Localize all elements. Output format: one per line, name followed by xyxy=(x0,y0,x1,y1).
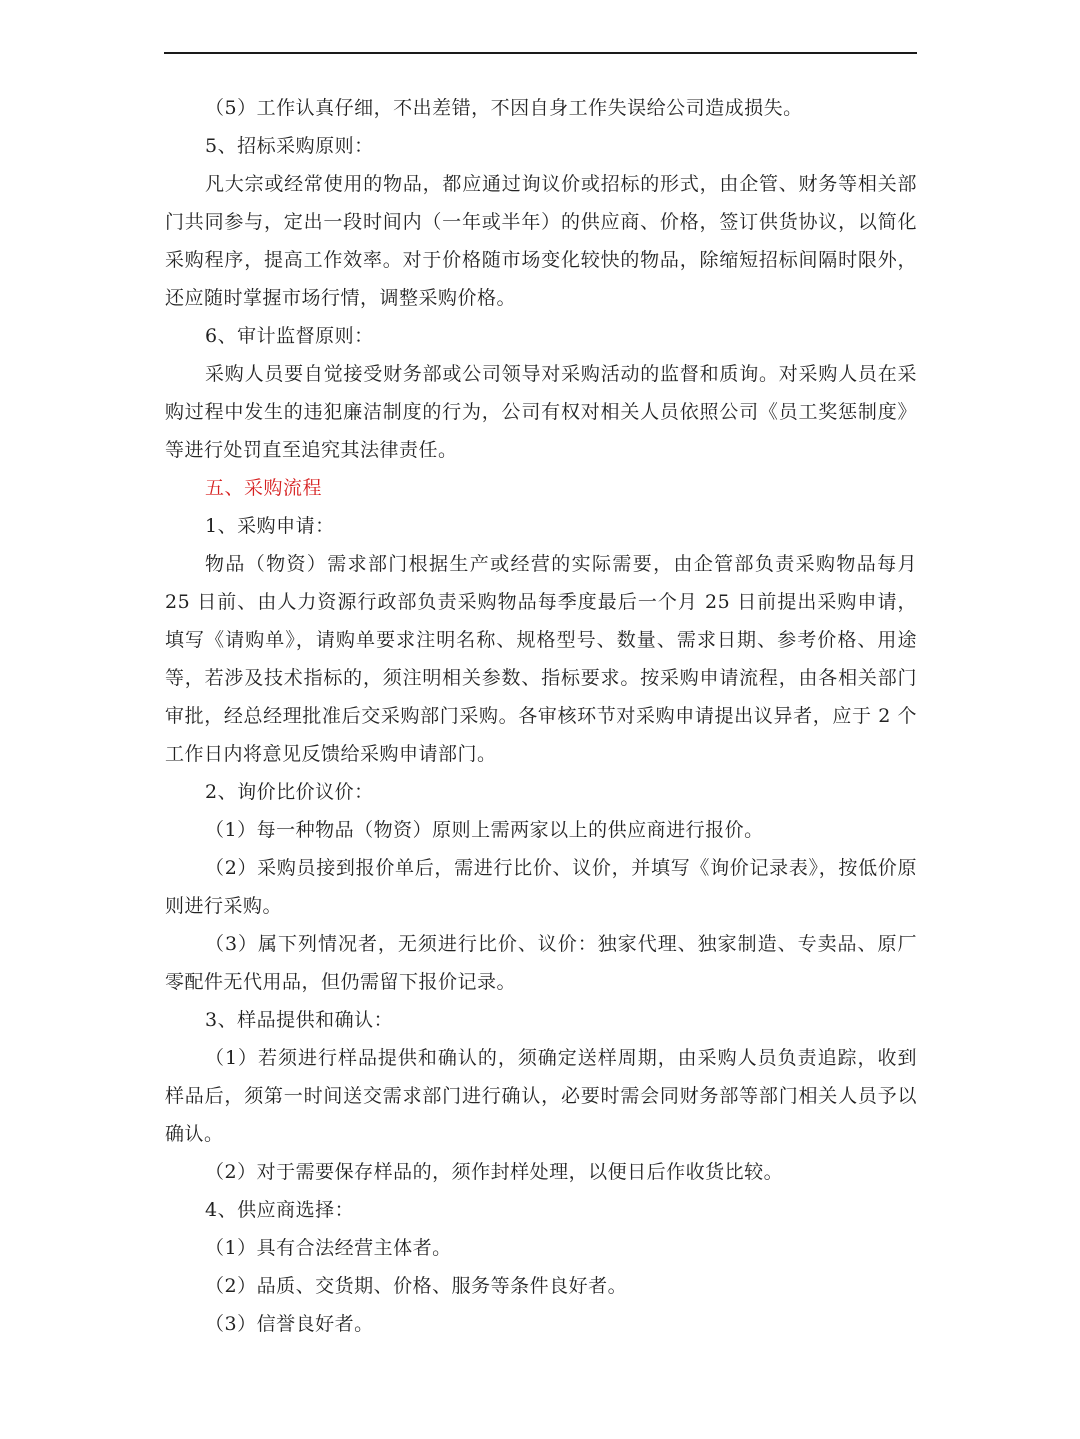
heading-price-inquiry: 2、询价比价议价： xyxy=(205,781,374,803)
heading-bidding-principle: 5、招标采购原则： xyxy=(205,135,374,157)
heading-supplier-selection: 4、供应商选择： xyxy=(205,1199,355,1221)
heading-audit-principle: 6、审计监督原则： xyxy=(205,325,374,347)
document-body xyxy=(165,89,917,1343)
paragraph-inquiry-1: （1）每一种物品（物资）原则上需两家以上的供应商进行报价。 xyxy=(205,819,764,841)
header-rule xyxy=(164,52,917,54)
heading-purchase-request: 1、采购申请： xyxy=(205,515,335,537)
paragraph-audit-principle: 采购人员要自觉接受财务部或公司领导对采购活动的监督和质询。对采购人员在采购过程中发生的违犯廉洁制度的行为，公司有权对相关人员依照公司《员工奖惩制度》等进行处罚直至追究其法律责任。 xyxy=(165,363,917,461)
paragraph-inquiry-3: （3）属下列情况者，无须进行比价、议价：独家代理、独家制造、专卖品、原厂零配件无代用品，但仍需留下报价记录。 xyxy=(165,933,917,993)
paragraph-inquiry-2: （2）采购员接到报价单后，需进行比价、议价，并填写《询价记录表》，按低价原则进行采购。 xyxy=(165,857,917,917)
paragraph-supplier-1: （1）具有合法经营主体者。 xyxy=(205,1237,452,1259)
heading-sample: 3、样品提供和确认： xyxy=(205,1009,394,1031)
paragraph-purchase-request: 物品（物资）需求部门根据生产或经营的实际需要，由企管部负责采购物品每月 25 日前、由人力资源行政部负责采购物品每季度最后一个月 25 日前提出采购申请，填写《请购单》，请购单要求注明名称、规格型号、数量、需求日期、参考价格、用途等，若涉及技术指标的，须注明相关参数、指标要求。按采购申请流程，由各相关部门审批，经总经理批准后交采购部门采购。各审核环节对采购申请提出议异者，应于 2 个工作日内将意见反馈给采购申请部门。 xyxy=(165,553,917,765)
paragraph-item-5: （5）工作认真仔细，不出差错，不因自身工作失误给公司造成损失。 xyxy=(205,97,803,119)
paragraph-sample-2: （2）对于需要保存样品的，须作封样处理，以便日后作收货比较。 xyxy=(205,1161,784,1183)
section-title-procurement-process: 五、采购流程 xyxy=(205,477,323,499)
paragraph-sample-1: （1）若须进行样品提供和确认的，须确定送样周期，由采购人员负责追踪，收到样品后，须第一时间送交需求部门进行确认，必要时需会同财务部等部门相关人员予以确认。 xyxy=(165,1047,917,1145)
paragraph-bidding-principle: 凡大宗或经常使用的物品，都应通过询议价或招标的形式，由企管、财务等相关部门共同参与，定出一段时间内（一年或半年）的供应商、价格，签订供货协议，以简化采购程序，提高工作效率。对于价格随市场变化较快的物品，除缩短招标间隔时限外，还应随时掌握市场行情，调整采购价格。 xyxy=(165,173,917,309)
paragraph-supplier-3: （3）信誉良好者。 xyxy=(205,1313,374,1335)
paragraph-supplier-2: （2）品质、交货期、价格、服务等条件良好者。 xyxy=(205,1275,628,1297)
